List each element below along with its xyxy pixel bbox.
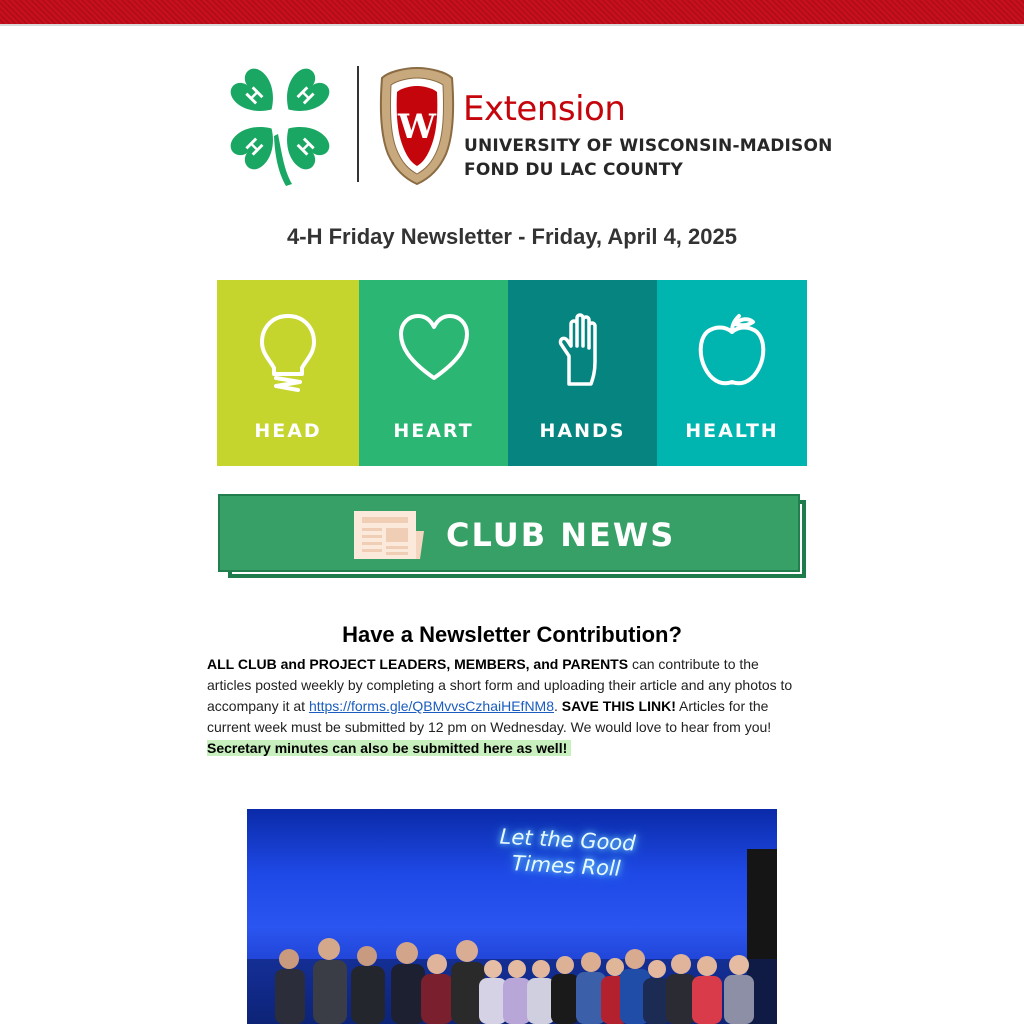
contribution-text-3: Articles for the current week must be submitted by 12 pm on Wednesday. We would love to hear from you! <box>207 698 772 735</box>
neon-sign-line-2: Times Roll <box>511 851 622 881</box>
secretary-minutes-note: Secretary minutes can also be submitted here as well! <box>207 740 571 756</box>
contribution-paragraph <box>207 654 807 759</box>
extension-word: Extension <box>463 89 626 129</box>
banner-label-hands: HANDS <box>539 420 626 442</box>
banner-panel-health <box>657 280 807 466</box>
county-name: FOND DU LAC COUNTY <box>464 160 684 180</box>
banner-label-health: HEALTH <box>685 420 779 442</box>
lightbulb-icon <box>258 312 318 394</box>
neon-sign-line-1: Let the Good <box>499 824 637 856</box>
svg-text:H: H <box>292 83 318 109</box>
contribution-heading: Have a Newsletter Contribution? <box>342 622 682 647</box>
four-h-banner <box>217 280 807 466</box>
club-news-label: CLUB NEWS <box>446 516 676 554</box>
banner-panel-head <box>217 280 359 466</box>
banner-label-head: HEAD <box>254 420 322 442</box>
save-link-note: SAVE THIS LINK! <box>561 698 676 714</box>
newsletter-title: 4-H Friday Newsletter - Friday, April 4, 2025 <box>287 224 737 249</box>
club-news-header <box>218 494 810 582</box>
extension-logo <box>220 62 833 188</box>
logo-divider <box>357 66 359 182</box>
newspaper-icon <box>350 509 424 563</box>
contribution-form-link[interactable]: https://forms.gle/QBMvvsCzhaiHEfNM8 <box>308 698 554 714</box>
group-silhouettes <box>247 809 777 1024</box>
contribution-lead: ALL CLUB and PROJECT LEADERS, MEMBERS, and PARENTS <box>207 656 629 672</box>
heart-icon <box>398 312 470 384</box>
top-decorative-bar <box>0 0 1024 26</box>
svg-text:W: W <box>397 107 437 147</box>
banner-panel-heart <box>359 280 508 466</box>
university-name: UNIVERSITY OF WISCONSIN-MADISON <box>464 136 833 156</box>
banner-label-heart: HEART <box>393 420 474 442</box>
contribution-text-2: . <box>554 698 562 714</box>
club-group-photo <box>247 809 777 1024</box>
banner-panel-hands <box>508 280 657 466</box>
contribution-text-1: can contribute to the articles posted weekly by completing a short form and uploading their article and any photos to accompany it at <box>207 656 793 714</box>
uw-crest-icon <box>378 64 456 186</box>
apple-icon <box>697 312 767 388</box>
svg-text:H: H <box>292 133 318 159</box>
svg-text:H: H <box>242 133 268 159</box>
four-h-clover-icon <box>220 62 340 188</box>
hand-icon <box>557 312 609 388</box>
svg-text:H: H <box>242 83 268 109</box>
